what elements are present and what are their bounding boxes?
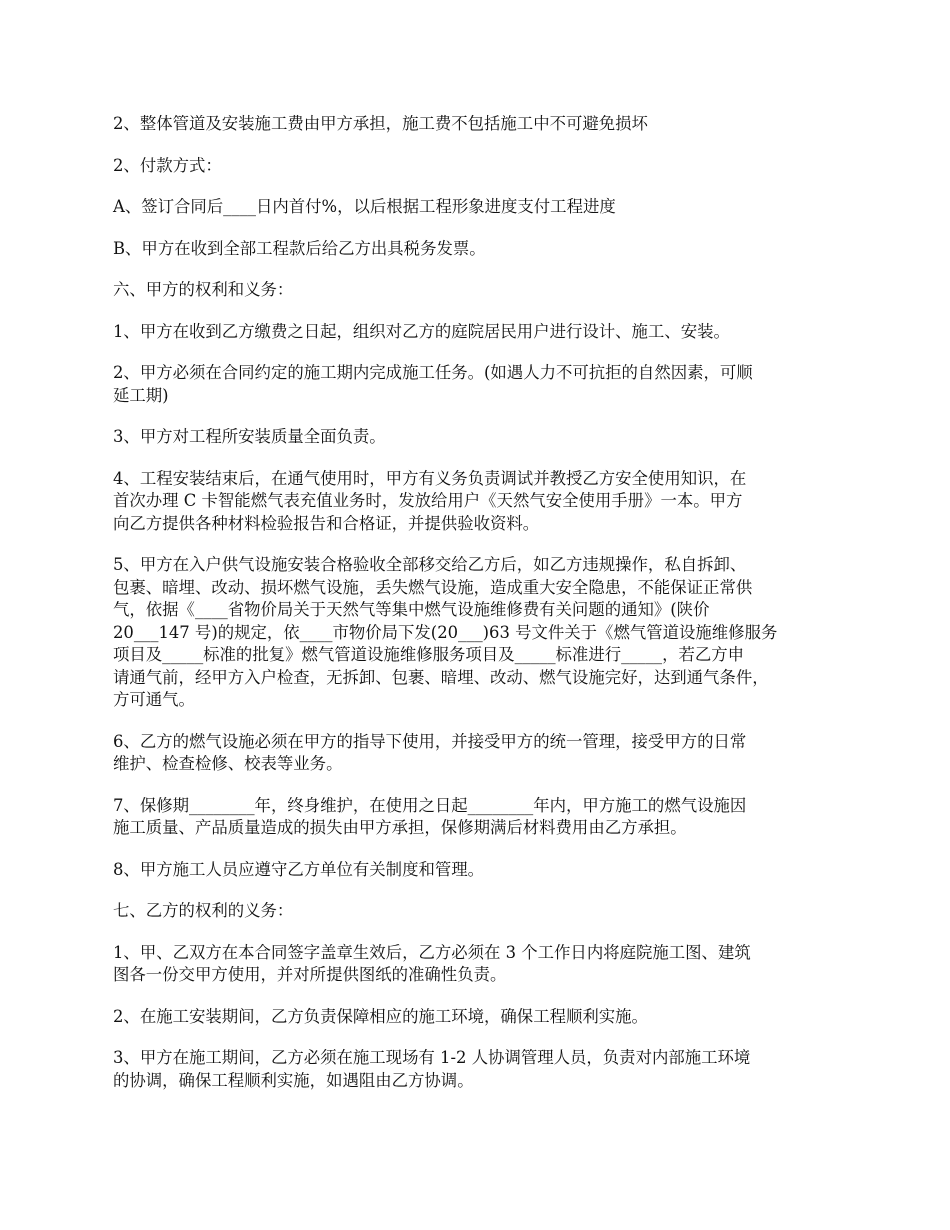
text-line: 六、甲方的权利和义务： [113, 280, 294, 299]
text-line: 20___147 号)的规定，依____市物价局下发(20___)63 号文件关于《燃气管道设施维修服务 [113, 622, 778, 642]
text-line: 向乙方提供各种材料检验报告和合格证，并提供验收资料。 [113, 513, 540, 533]
paragraph [113, 554, 853, 712]
text-line: 3、甲方在施工期间，乙方必须在施工现场有 1-2 人协调管理人员，负责对内部施工环境 [113, 1048, 751, 1067]
text-line: 1、甲方在收到乙方缴费之日起，组织对乙方的庭院居民用户进行设计、施工、安装。 [113, 321, 730, 341]
text-line: 首次办理 C 卡智能燃气表充值业务时，发放给用户《天然气安全使用手册》一本。甲方 [113, 491, 743, 510]
paragraph [113, 795, 853, 840]
paragraph [113, 1047, 853, 1092]
text-line: 气，依据《____省物价局关于天然气等集中燃气设施维修费有关问题的通知》(陕价 [113, 600, 710, 619]
text-line: 七、乙方的权利的义务： [113, 901, 294, 920]
paragraph [113, 321, 853, 344]
paragraph [113, 113, 853, 136]
text-line: 7、保修期________年，终身维护，在使用之日起________年内，甲方施工的燃气设施因 [113, 795, 747, 815]
paragraph [113, 426, 853, 449]
text-line: 方可通气。 [113, 690, 195, 709]
text-line: 6、乙方的燃气设施必须在甲方的指导下使用，并接受甲方的统一管理，接受甲方的日常 [113, 731, 747, 751]
text-line: 请通气前，经甲方入户检查，无拆卸、包裹、暗埋、改动、燃气设施完好，达到通气条件， [113, 667, 769, 687]
text-line: 8、甲方施工人员应遵守乙方单位有关制度和管理。 [113, 859, 485, 879]
paragraph [113, 1006, 853, 1029]
text-line: 维护、检查检修、校表等业务。 [113, 754, 343, 773]
paragraph [113, 731, 853, 776]
text-line: 包裹、暗埋、改动、损坏燃气设施，丢失燃气设施，造成重大安全隐患，不能保证正常供 [113, 577, 753, 597]
paragraph [113, 238, 853, 261]
text-line: 2、整体管道及安装施工费由甲方承担，施工费不包括施工中不可避免损坏 [113, 114, 648, 133]
text-line: 2、付款方式： [113, 155, 222, 175]
paragraph [113, 468, 853, 536]
text-line: 2、甲方必须在合同约定的施工期内完成施工任务。(如遇人力不可抗拒的自然因素，可顺 [113, 363, 753, 382]
paragraph [113, 900, 853, 923]
text-line: 3、甲方对工程所安装质量全面负责。 [113, 427, 386, 446]
text-line: B、甲方在收到全部工程款后给乙方出具税务发票。 [113, 238, 486, 258]
text-line: 施工质量、产品质量造成的损失由甲方承担，保修期满后材料费用由乙方承担。 [113, 818, 687, 837]
text-line: 4、工程安装结束后，在通气使用时，甲方有义务负责调试并教授乙方安全使用知识，在 [113, 468, 747, 488]
document-page [113, 113, 853, 1111]
text-line: 1、甲、乙双方在本合同签字盖章生效后，乙方必须在 3 个工作日内将庭院施工图、建筑 [113, 942, 751, 962]
text-line: 的协调，确保工程顺利实施，如遇阻由乙方协调。 [113, 1070, 474, 1090]
paragraph [113, 942, 853, 987]
paragraph [113, 155, 853, 178]
text-line: 2、在施工安装期间，乙方负责保障相应的施工环境，确保工程顺利实施。 [113, 1006, 648, 1026]
text-line: 项目及_____标准的批复》燃气管道设施维修服务项目及_____标准进行_____，若乙方申 [113, 645, 745, 664]
paragraph [113, 859, 853, 882]
paragraph [113, 279, 853, 302]
paragraph [113, 362, 853, 407]
text-line: 图各一份交甲方使用，并对所提供图纸的准确性负责。 [113, 965, 507, 984]
text-line: 5、甲方在入户供气设施安装合格验收全部移交给乙方后，如乙方违规操作，私自拆卸、 [113, 555, 747, 574]
text-line: A、签订合同后____日内首付%，以后根据工程形象进度支付工程进度 [113, 197, 616, 216]
paragraph [113, 196, 853, 219]
text-line: 延工期) [113, 385, 169, 405]
